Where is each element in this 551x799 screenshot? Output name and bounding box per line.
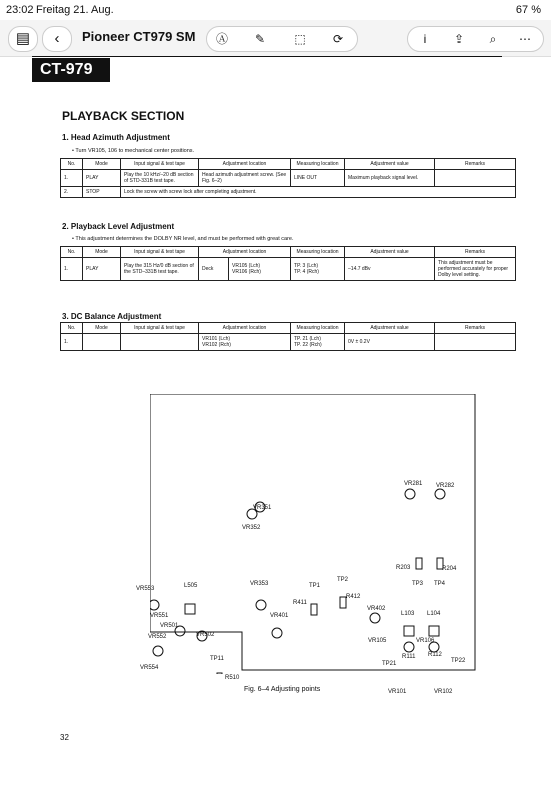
table-row bbox=[61, 170, 516, 187]
cell: Head azimuth adjustment screw. (See Fig. 6–2) bbox=[199, 170, 291, 187]
back-icon[interactable]: ‹ bbox=[42, 26, 72, 52]
col-no: No. bbox=[61, 159, 83, 170]
share-icon[interactable]: ⇪ bbox=[453, 32, 465, 46]
col-remarks: Remarks bbox=[435, 247, 516, 258]
col-measure-location: Measuring location bbox=[291, 247, 345, 258]
cell: Play the 10 kHz/–20 dB section of STD-331B test tape. bbox=[121, 170, 199, 187]
label-r112: R112 bbox=[428, 652, 442, 658]
col-remarks: Remarks bbox=[435, 159, 516, 170]
label-vr106: VR106 bbox=[416, 638, 435, 644]
cell: VR105 (Lch) VR106 (Rch) bbox=[229, 258, 291, 281]
label-vr282: VR282 bbox=[436, 483, 455, 489]
status-battery: 67 % bbox=[515, 4, 541, 16]
col-adjust-value: Adjustment value bbox=[345, 247, 435, 258]
col-no: No. bbox=[61, 323, 83, 334]
figure-caption: Fig. 6–4 Adjusting points bbox=[244, 686, 321, 693]
document-title: Pioneer CT979 SM bbox=[82, 29, 196, 44]
label-vr281: VR281 bbox=[404, 481, 423, 487]
head-azimuth-heading: 1. Head Azimuth Adjustment bbox=[62, 133, 170, 142]
cell bbox=[435, 334, 516, 351]
cell bbox=[83, 334, 121, 351]
status-date: Freitag 21. Aug. bbox=[36, 4, 114, 16]
right-tools bbox=[407, 26, 544, 52]
cell: 1. bbox=[61, 334, 83, 351]
status-time: 23:02 bbox=[6, 4, 34, 16]
cell: 2. bbox=[61, 187, 83, 198]
playback-level-heading: 2. Playback Level Adjustment bbox=[62, 222, 175, 231]
cell: 0V ± 0.2V bbox=[345, 334, 435, 351]
label-r510: R510 bbox=[225, 675, 240, 681]
label-vr502: VR502 bbox=[196, 632, 215, 638]
label-r411: R411 bbox=[293, 600, 307, 606]
label-r203: R203 bbox=[396, 565, 411, 571]
label-vr401: VR401 bbox=[270, 613, 289, 619]
col-adjust-location: Adjustment location bbox=[199, 159, 291, 170]
col-measure-location: Measuring location bbox=[291, 323, 345, 334]
table-row bbox=[61, 258, 516, 281]
cell: VR101 (Lch) VR102 (Rch) bbox=[199, 334, 291, 351]
cell: STOP bbox=[83, 187, 121, 198]
col-measure-location: Measuring location bbox=[291, 159, 345, 170]
playback-level-note: • This adjustment determines the DOLBY NR level, and must be performed with great care. bbox=[72, 236, 294, 242]
section-title: PLAYBACK SECTION bbox=[62, 109, 185, 123]
page-number: 32 bbox=[60, 733, 69, 742]
label-tp3: TP3 bbox=[412, 581, 424, 587]
label-vr353: VR353 bbox=[250, 581, 269, 587]
cell: 1. bbox=[61, 170, 83, 187]
col-input: Input signal & test tape bbox=[121, 159, 199, 170]
label-r111: R111 bbox=[402, 654, 416, 660]
cell bbox=[121, 334, 199, 351]
playback-level-table bbox=[60, 246, 516, 281]
dc-balance-heading: 3. DC Balance Adjustment bbox=[62, 312, 162, 321]
col-adjust-value: Adjustment value bbox=[345, 323, 435, 334]
col-mode: Mode bbox=[83, 323, 121, 334]
cell bbox=[435, 170, 516, 187]
head-azimuth-note: • Turn VR105, 106 to mechanical center positions. bbox=[72, 148, 195, 154]
label-vr102: VR102 bbox=[434, 689, 453, 695]
cell: TP. 3 (Lch) TP. 4 (Rch) bbox=[291, 258, 345, 281]
cell: Deck bbox=[199, 258, 229, 281]
col-input: Input signal & test tape bbox=[121, 323, 199, 334]
selection-icon[interactable]: ⬚ bbox=[294, 32, 306, 46]
col-mode: Mode bbox=[83, 159, 121, 170]
label-vr105: VR105 bbox=[368, 638, 387, 644]
table-row bbox=[61, 334, 516, 351]
annotation-tools bbox=[206, 26, 358, 52]
label-vr402: VR402 bbox=[367, 606, 386, 612]
label-vr551: VR551 bbox=[150, 613, 169, 619]
label-tp11: TP11 bbox=[210, 656, 224, 662]
label-l505: L505 bbox=[184, 583, 198, 589]
brand-model: CT-979 bbox=[32, 58, 110, 82]
cell: PLAY bbox=[83, 170, 121, 187]
cell: PLAY bbox=[83, 258, 121, 281]
col-no: No. bbox=[61, 247, 83, 258]
table-header bbox=[61, 323, 516, 334]
signature-icon[interactable]: ✎ bbox=[254, 32, 266, 46]
cell: Play the 315 Hz/0 dB section of the STD–331B test tape. bbox=[121, 258, 199, 281]
label-vr101: VR101 bbox=[388, 689, 407, 695]
col-adjust-value: Adjustment value bbox=[345, 159, 435, 170]
col-input: Input signal & test tape bbox=[121, 247, 199, 258]
label-r412: R412 bbox=[346, 594, 361, 600]
col-adjust-location: Adjustment location bbox=[199, 247, 291, 258]
cell: This adjustment must be performed accurately for proper Dolby level setting. bbox=[435, 258, 516, 281]
brand-rule bbox=[32, 56, 502, 57]
table-row bbox=[61, 187, 516, 198]
more-icon[interactable]: ⋯ bbox=[519, 32, 531, 46]
cell: TP. 21 (Lch) TP. 22 (Rch) bbox=[291, 334, 345, 351]
reader-toolbar bbox=[0, 20, 551, 57]
sidebar-toggle-icon[interactable]: ▤ bbox=[8, 26, 38, 52]
label-vr352: VR352 bbox=[242, 525, 261, 531]
label-vr552: VR552 bbox=[148, 634, 167, 640]
label-r204: R204 bbox=[442, 566, 457, 572]
label-l103: L103 bbox=[401, 611, 415, 617]
label-tp1: TP1 bbox=[309, 583, 321, 589]
table-header bbox=[61, 247, 516, 258]
label-tp21: TP21 bbox=[382, 661, 397, 667]
cell: LINE OUT bbox=[291, 170, 345, 187]
markup-icon[interactable]: Ⓐ bbox=[215, 32, 228, 46]
col-mode: Mode bbox=[83, 247, 121, 258]
col-adjust-location: Adjustment location bbox=[199, 323, 291, 334]
label-vr501: VR501 bbox=[160, 623, 179, 629]
label-vr351: VR351 bbox=[253, 505, 272, 511]
label-vr554: VR554 bbox=[140, 665, 159, 671]
label-l104: L104 bbox=[427, 611, 441, 617]
label-tp4: TP4 bbox=[434, 581, 446, 587]
head-azimuth-table bbox=[60, 158, 516, 198]
rotate-icon[interactable]: ⟳ bbox=[332, 32, 344, 46]
label-tp2: TP2 bbox=[337, 577, 349, 583]
search-icon[interactable]: ⌕ bbox=[489, 32, 497, 46]
document-page bbox=[0, 56, 551, 799]
status-bar bbox=[0, 0, 551, 20]
info-icon[interactable]: i bbox=[423, 32, 427, 46]
cell: Lock the screw with screw lock after completing adjustment. bbox=[121, 187, 516, 198]
table-header bbox=[61, 159, 516, 170]
cell: –14.7 dBv bbox=[345, 258, 435, 281]
cell: 1. bbox=[61, 258, 83, 281]
cell: Maximum playback signal level. bbox=[345, 170, 435, 187]
dc-balance-table bbox=[60, 322, 516, 351]
col-remarks: Remarks bbox=[435, 323, 516, 334]
label-vr553: VR553 bbox=[136, 586, 155, 592]
label-tp22: TP22 bbox=[451, 658, 466, 664]
